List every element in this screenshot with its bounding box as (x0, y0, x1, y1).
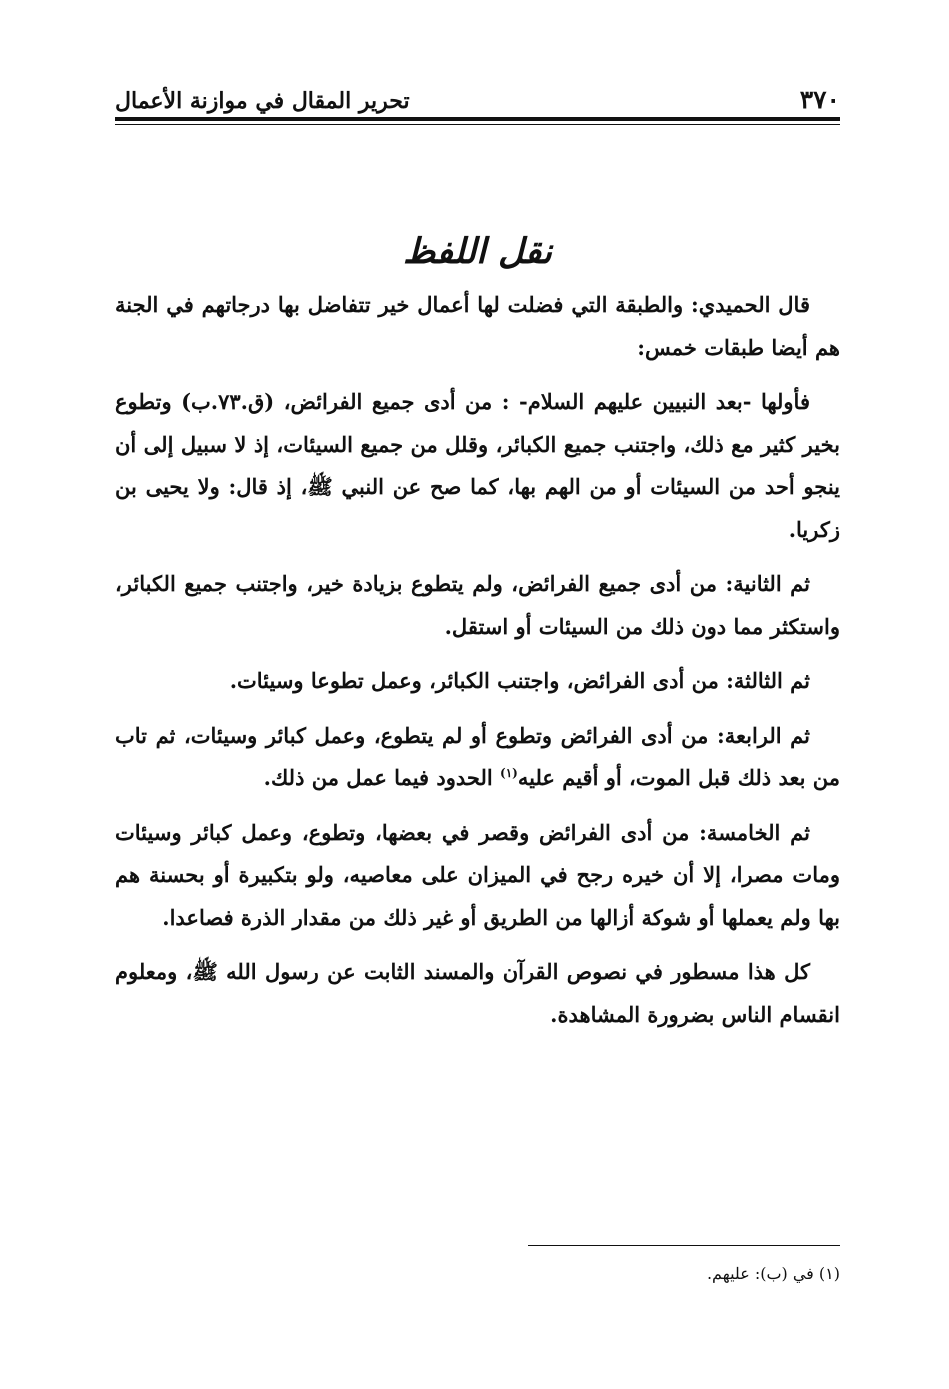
header-rule-thin (115, 124, 840, 125)
page-number: ٣٧٠ (799, 85, 840, 114)
paragraph-5-continuation: الحدود فيما عمل من ذلك. (263, 765, 501, 790)
paragraph-5 (115, 715, 840, 800)
paragraph-2: فأولها -بعد النبيين عليهم السلام- : من أدى جميع الفرائض، (ق.٧٣.ب) وتطوع بخير كثير مع ذلك، واجتنب جميع الكبائر، وقلل من جميع السيئات، إذ لا سبيل إلى أن ينجو أحد من السيئات أو من الهم بها، كما صح عن النبي ﷺ، إذ قال: ولا يحيى بن زكريا. (115, 389, 840, 542)
paragraph-5-text: ثم الرابعة: من أدى الفرائض وتطوع أو لم يتطوع، وعمل كبائر وسيئات، ثم تاب من بعد ذلك قبل الموت، أو أقيم عليه (115, 722, 840, 790)
paragraph-6: ثم الخامسة: من أدى الفرائض وقصر في بعضها، وتطوع، وعمل كبائر وسيئات ومات مصرا، إلا أن خيره رجح في الميزان على معاصيه، ولو بتكبيرة أو بحسنة هم بها ولم يعملها أو شوكة أزالها من الطريق أو غير ذلك من مقدار الذرة فصاعدا. (115, 819, 840, 930)
footnote-reference: (١) (500, 766, 518, 780)
header-rule-thick (115, 117, 840, 121)
main-text (115, 284, 840, 1036)
paragraph-3: ثم الثانية: من أدى جميع الفرائض، ولم يتطوع بزيادة خير، واجتنب جميع الكبائر، واستكثر مما دون ذلك من السيئات أو استقل. (115, 571, 840, 639)
paragraph-4: ثم الثالثة: من أدى الفرائض، واجتنب الكبائر، وعمل تطوعا وسيئات. (229, 668, 810, 693)
paragraph-7: كل هذا مسطور في نصوص القرآن والمسند الثابت عن رسول الله ﷺ، ومعلوم انقسام الناس بضرورة المشاهدة. (115, 959, 840, 1027)
book-title: تحرير المقال في موازنة الأعمال (115, 88, 410, 114)
chapter-title: نقل اللفظ (402, 231, 553, 273)
running-header (115, 70, 840, 114)
footnote: (١) في (ب): عليهم. (706, 1264, 840, 1283)
paragraph-1: قال الحميدي: والطبقة التي فضلت لها أعمال خير تتفاضل بها درجاتهم في الجنة هم أيضا طبقات خمس: (115, 292, 840, 360)
footnote-rule (528, 1245, 840, 1246)
